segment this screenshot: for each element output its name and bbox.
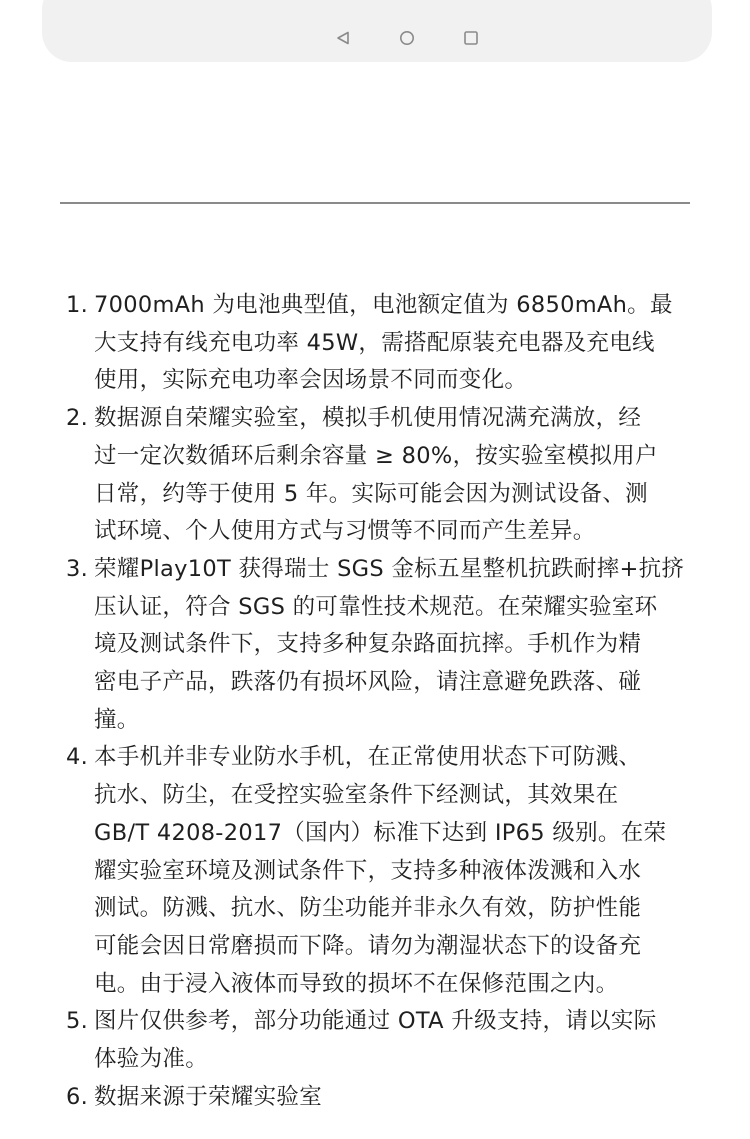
home-circle-icon xyxy=(399,30,415,46)
home-button[interactable] xyxy=(397,28,417,48)
footnote-item xyxy=(66,400,691,551)
footnote-item xyxy=(66,1079,691,1117)
footnote-item xyxy=(66,287,691,400)
footnote-item xyxy=(66,739,691,1003)
footnote-number: 1. xyxy=(66,292,89,318)
back-button[interactable] xyxy=(333,28,353,48)
footnote-text: 本手机并非专业防水手机，在正常使用状态下可防溅、 抗水、防尘，在受控实验室条件下经测试，其效果在 GB/T 4208-2017（国内）标准下达到 IP65 级别。在荣 耀实验室环境及测试条件下，支持多种液体泼溅和入水 测试。防溅、抗水、防尘功能并非永久有效，防护性能 可能会因日常磨损而下降。请勿为潮湿状态下的设备充 电。由于浸入液体而导致的损坏不在保修范围之内。 xyxy=(94,744,667,997)
footnote-number: 6. xyxy=(66,1083,89,1110)
footnote-number: 5. xyxy=(66,1008,89,1035)
navigation-bar xyxy=(42,0,712,62)
footnotes-list xyxy=(66,287,691,1116)
footnote-item xyxy=(66,1003,691,1078)
footnote-text: 图片仅供参考，部分功能通过 OTA 升级支持，请以实际 体验为准。 xyxy=(94,1008,657,1073)
footnote-text: 荣耀Play10T 获得瑞士 SGS 金标五星整机抗跌耐摔+抗挤 压认证，符合 SGS 的可靠性技术规范。在荣耀实验室环 境及测试条件下，支持多种复杂路面抗摔。手机作为精 密电子产品，跌落仍有损坏风险，请注意避免跌落、碰 撞。 xyxy=(94,555,685,733)
recents-button[interactable] xyxy=(461,28,481,48)
footnote-text: 数据源自荣耀实验室，模拟手机使用情况满充满放，经 过一定次数循环后剩余容量 ≥ 80%，按实验室模拟用户 日常，约等于使用 5 年。实际可能会因为测试设备、测 试环境、个人使用方式与习惯等不同而产生差异。 xyxy=(94,405,658,545)
footnote-number: 3. xyxy=(66,555,89,582)
footnote-text: 数据来源于荣耀实验室 xyxy=(94,1083,323,1110)
back-triangle-icon xyxy=(336,31,350,45)
footnote-item xyxy=(66,551,691,740)
recents-square-icon xyxy=(463,30,479,46)
section-divider xyxy=(60,202,690,204)
footnote-number: 4. xyxy=(66,744,89,771)
footnote-number: 2. xyxy=(66,405,89,432)
nav-buttons xyxy=(42,28,712,48)
footnote-text: 7000mAh 为电池典型值，电池额定值为 6850mAh。最 大支持有线充电功率 45W，需搭配原装充电器及充电线 使用，实际充电功率会因场景不同而变化。 xyxy=(94,292,673,394)
